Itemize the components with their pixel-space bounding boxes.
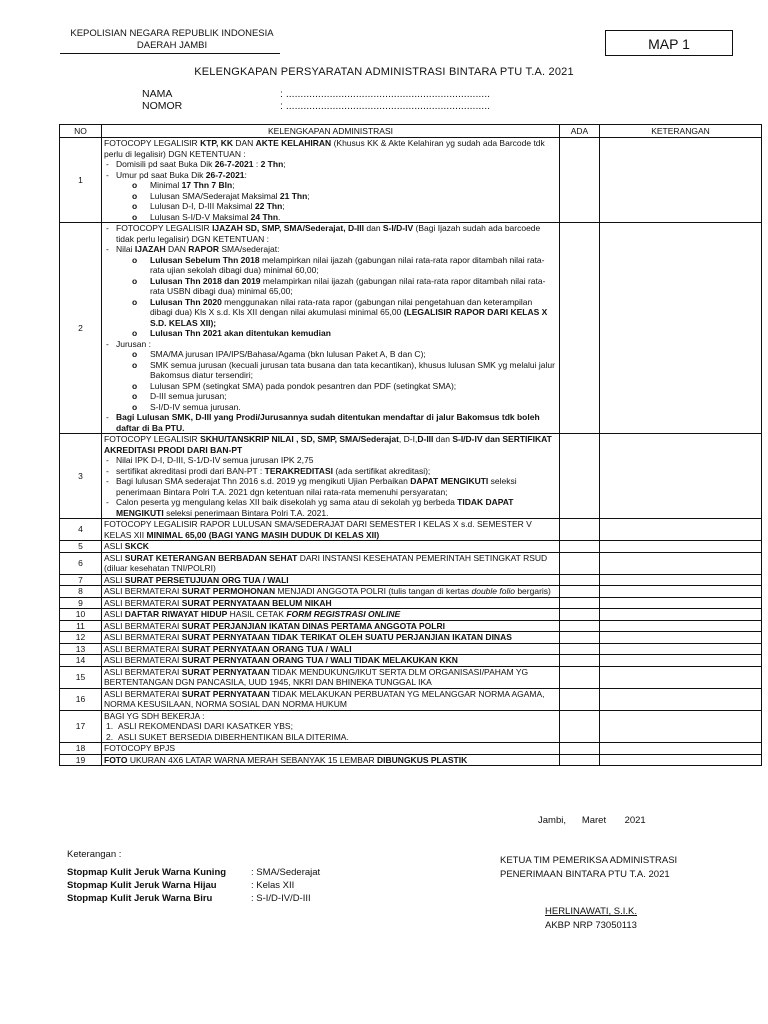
- ada-checkbox-cell[interactable]: [560, 552, 600, 574]
- requirement-content: [102, 643, 560, 655]
- keterangan-cell[interactable]: [600, 223, 762, 434]
- requirement-line: ASLI SURAT KETERANGAN BERBADAN SEHAT DARI INSTANSI KESEHATAN PEMERINTAH SETINGKAT RSUD (diluar kesehatan TNI/POLRI): [104, 552, 548, 573]
- notes-list: [67, 866, 320, 905]
- list-number: 1.: [106, 721, 114, 731]
- table-row: [60, 743, 762, 755]
- requirement-line: FOTOCOPY LEGALISIR KTP, KK DAN AKTE KELAHIRAN (Khusus KK & Akte Kelahiran yg sudah ada Barcode tdk perlu di legalisir) DGN KETENTUAN :: [104, 138, 545, 159]
- table-row: [60, 597, 762, 609]
- keterangan-cell[interactable]: [600, 574, 762, 586]
- institution-name: KEPOLISIAN NEGARA REPUBLIK INDONESIA: [70, 28, 274, 39]
- requirement-content: [102, 632, 560, 644]
- ada-checkbox-cell[interactable]: [560, 586, 600, 598]
- ada-checkbox-cell[interactable]: [560, 223, 600, 434]
- requirement-line: FOTOCOPY LEGALISIR RAPOR LULUSAN SMA/SEDERAJAT DARI SEMESTER I KELAS X s.d. SEMESTER V KELAS XII MINIMAL 65,00 (BAGI YANG MASIH DUDUK DI KELAS XII): [104, 519, 532, 540]
- ada-checkbox-cell[interactable]: [560, 710, 600, 743]
- table-row: [60, 541, 762, 553]
- field-nomor: [142, 100, 490, 112]
- keterangan-cell[interactable]: [600, 743, 762, 755]
- ada-checkbox-cell[interactable]: [560, 574, 600, 586]
- requirement-content: [102, 655, 560, 667]
- row-number: 9: [60, 597, 102, 609]
- requirement-line: - Domisili pd saat Buka Dik 26-7-2021 : 2 Thn;: [104, 159, 557, 170]
- requirement-line: - sertifikat akreditasi prodi dari BAN-PT : TERAKREDITASI (ada sertifikat akreditasi);: [104, 466, 557, 477]
- institution-header: [60, 28, 284, 52]
- ada-checkbox-cell[interactable]: [560, 632, 600, 644]
- table-row: [60, 434, 762, 519]
- requirement-line: ASLI SKCK: [104, 541, 149, 551]
- requirement-line: FOTOCOPY BPJS: [104, 743, 176, 753]
- requirement-line: ASLI BERMATERAI SURAT PERNYATAAN TIDAK TERIKAT OLEH SUATU PERJANJIAN IKATAN DINAS: [104, 632, 512, 642]
- table-row: [60, 688, 762, 710]
- requirement-line: 1. ASLI REKOMENDASI DARI KASATKER YBS;: [106, 721, 293, 731]
- table-header-row: [60, 125, 762, 138]
- row-number: 16: [60, 688, 102, 710]
- requirement-line: - Bagi Lulusan SMK, D-III yang Prodi/Jurusannya sudah ditentukan mendaftar di jalur Bakomsus tdk boleh daftar di Ba PTU.: [104, 412, 557, 433]
- table-row: [60, 632, 762, 644]
- keterangan-cell[interactable]: [600, 519, 762, 541]
- requirement-line: o Lulusan Sebelum Thn 2018 melampirkan nilai ijazah (gabungan nilai rata-rata rapor ditambah nilai rata-rata ujian sekolah dibagi dua) minimal 60,00;: [104, 255, 557, 276]
- requirement-line: 2. ASLI SUKET BERSEDIA DIBERHENTIKAN BILA DITERIMA.: [106, 731, 349, 742]
- note-label: Stopmap Kulit Jeruk Warna Hijau: [67, 880, 217, 891]
- requirement-line: o D-III semua jurusan;: [104, 391, 557, 402]
- institution-region: DAERAH JAMBI: [136, 40, 208, 51]
- row-number: 3: [60, 434, 102, 519]
- requirement-content: [102, 552, 560, 574]
- header-underline: [60, 53, 280, 54]
- place-date: Jambi, Maret 2021: [538, 815, 646, 826]
- ada-checkbox-cell[interactable]: [560, 743, 600, 755]
- keterangan-cell[interactable]: [600, 632, 762, 644]
- requirement-content: [102, 688, 560, 710]
- row-number: 10: [60, 609, 102, 621]
- keterangan-cell[interactable]: [600, 138, 762, 223]
- requirements-table: [59, 124, 762, 766]
- signer-title-1: KETUA TIM PEMERIKSA ADMINISTRASI: [500, 855, 678, 866]
- note-value: : S-I/D-IV/D-III: [251, 893, 311, 904]
- table-row: [60, 643, 762, 655]
- requirement-line: o SMK semua jurusan (kecuali jurusan tata busana dan tata kecantikan), khusus lulusan SMK yg melalui jalur Bakomsus diatur tersendiri;: [104, 360, 557, 381]
- field-nama-value: : ......................................................................: [280, 88, 491, 100]
- header-no: NO: [60, 125, 102, 138]
- table-row: [60, 519, 762, 541]
- table-row: [60, 666, 762, 688]
- keterangan-cell[interactable]: [600, 710, 762, 743]
- requirement-line: o Lulusan S-I/D-V Maksimal 24 Thn.: [104, 212, 557, 223]
- row-number: 1: [60, 138, 102, 223]
- requirement-line: o Lulusan Thn 2020 menggunakan nilai rata-rata rapor (gabungan nilai pengetahuan dan keterampilan dibagi dua) Kls X s.d. Kls XII dengan nilai akumulasi minimal 65,00 (LEGALISIR RAPOR DARI KELAS X S.D. KELAS XII);: [104, 297, 557, 329]
- requirement-line: o Lulusan D-I, D-III Maksimal 22 Thn;: [104, 201, 557, 212]
- requirement-line: FOTO UKURAN 4X6 LATAR WARNA MERAH SEBANYAK 15 LEMBAR DIBUNGKUS PLASTIK: [104, 754, 468, 765]
- requirement-content: [102, 586, 560, 598]
- signer-rank: AKBP NRP 73050113: [545, 920, 637, 931]
- requirement-content: [102, 754, 560, 766]
- signer-title-2: PENERIMAAN BINTARA PTU T.A. 2021: [500, 869, 670, 880]
- requirement-line: - Nilai IPK D-I, D-III, S-1/D-IV semua jurusan IPK 2,75: [104, 455, 557, 466]
- keterangan-cell[interactable]: [600, 754, 762, 766]
- requirement-line: o SMA/MA jurusan IPA/IPS/Bahasa/Agama (bkn lulusan Paket A, B dan C);: [104, 349, 557, 360]
- ada-checkbox-cell[interactable]: [560, 541, 600, 553]
- row-number: 14: [60, 655, 102, 667]
- keterangan-cell[interactable]: [600, 597, 762, 609]
- keterangan-cell[interactable]: [600, 620, 762, 632]
- requirement-content: [102, 743, 560, 755]
- table-row: [60, 223, 762, 434]
- requirement-content: [102, 597, 560, 609]
- row-number: 12: [60, 632, 102, 644]
- list-number: 2.: [106, 731, 114, 742]
- requirement-content: [102, 620, 560, 632]
- requirement-line: o Lulusan SPM (setingkat SMA) pada pondok pesantren dan PDF (setingkat SMA);: [104, 381, 557, 392]
- ada-checkbox-cell[interactable]: [560, 597, 600, 609]
- ada-checkbox-cell[interactable]: [560, 666, 600, 688]
- requirement-line: - Bagi lulusan SMA sederajat Thn 2016 s.d. 2019 yg mengikuti Ujian Perbaikan DAPAT MENGIKUTI seleksi penerimaan Bintara Polri T.A. 2021 dgn ketentuan nilai rata-rata memenuhi persyaratan;: [104, 476, 557, 497]
- row-number: 19: [60, 754, 102, 766]
- table-row: [60, 609, 762, 621]
- table-row: [60, 710, 762, 743]
- requirement-line: o Lulusan Thn 2018 dan 2019 melampirkan nilai ijazah (gabungan nilai rata-rata rapor ditambah nilai rata-rata USBN dibagi dua) minimal 65,00;: [104, 276, 557, 297]
- ada-checkbox-cell[interactable]: [560, 655, 600, 667]
- ada-checkbox-cell[interactable]: [560, 754, 600, 766]
- requirement-content: [102, 609, 560, 621]
- signer-name: HERLINAWATI, S.I.K.: [545, 906, 638, 917]
- requirement-line: ASLI BERMATERAI SURAT PERNYATAAN TIDAK MELAKUKAN PERBUATAN YG MELANGGAR NORMA AGAMA, NORMA KESUSILAAN, NORMA SOSIAL DAN NORMA HUKUM: [104, 688, 545, 709]
- requirement-line: ASLI SURAT PERSETUJUAN ORG TUA / WALI: [104, 574, 289, 585]
- row-number: 15: [60, 666, 102, 688]
- field-nomor-label: NOMOR: [142, 100, 183, 112]
- row-number: 11: [60, 620, 102, 632]
- ada-checkbox-cell[interactable]: [560, 434, 600, 519]
- keterangan-cell[interactable]: [600, 434, 762, 519]
- requirement-content: [102, 223, 560, 434]
- row-number: 17: [60, 710, 102, 743]
- requirement-line: ASLI BERMATERAI SURAT PERNYATAAN ORANG TUA / WALI TIDAK MELAKUKAN KKN: [104, 655, 458, 665]
- keterangan-cell[interactable]: [600, 655, 762, 667]
- note-label: Stopmap Kulit Jeruk Warna Kuning: [67, 867, 227, 878]
- row-number: 6: [60, 552, 102, 574]
- note-value: : Kelas XII: [251, 880, 295, 891]
- row-number: 8: [60, 586, 102, 598]
- requirement-content: [102, 541, 560, 553]
- requirement-content: [102, 519, 560, 541]
- keterangan-cell[interactable]: [600, 541, 762, 553]
- requirement-line: ASLI BERMATERAI SURAT PERNYATAAN BELUM NIKAH: [104, 597, 332, 608]
- requirement-line: - Nilai IJAZAH DAN RAPOR SMA/sederajat:: [104, 244, 557, 255]
- requirement-line: o Lulusan Thn 2021 akan ditentukan kemudian: [104, 328, 557, 339]
- requirement-content: [102, 138, 560, 223]
- requirement-line: - Calon peserta yg mengulang kelas XII baik disekolah yg sama atau di sekolah yg berbeda TIDAK DAPAT MENGIKUTI seleksi penerimaan Bintara Polri T.A. 2021.: [104, 497, 557, 518]
- requirement-line: o Lulusan SMA/Sederajat Maksimal 21 Thn;: [104, 191, 557, 202]
- field-nama: [142, 88, 490, 100]
- requirement-line: ASLI DAFTAR RIWAYAT HIDUP HASIL CETAK FORM REGISTRASI ONLINE: [104, 609, 401, 619]
- table-row: [60, 620, 762, 632]
- requirement-line: - FOTOCOPY LEGALISIR IJAZAH SD, SMP, SMA/Sederajat, D-III dan S-I/D-IV (Bagi Ijazah sudah ada barcoede tidak perlu legalisir) DGN KETENTUAN :: [104, 223, 557, 244]
- header-kelengkapan: KELENGKAPAN ADMINISTRASI: [102, 125, 560, 138]
- table-row: [60, 586, 762, 598]
- requirement-line: o S-I/D-IV semua jurusan.: [104, 402, 557, 413]
- requirement-line: BAGI YG SDH BEKERJA :: [104, 710, 205, 721]
- row-number: 2: [60, 223, 102, 434]
- ada-checkbox-cell[interactable]: [560, 519, 600, 541]
- note-item: [67, 892, 320, 905]
- requirement-content: [102, 574, 560, 586]
- requirement-line: ASLI BERMATERAI SURAT PERMOHONAN MENJADI ANGGOTA POLRI (tulis tangan di kertas double folio bergaris): [104, 586, 551, 596]
- table-row: [60, 138, 762, 223]
- table-row: [60, 655, 762, 667]
- ada-checkbox-cell[interactable]: [560, 620, 600, 632]
- field-nomor-value: : ......................................................................: [280, 100, 491, 112]
- ada-checkbox-cell[interactable]: [560, 609, 600, 621]
- keterangan-cell[interactable]: [600, 643, 762, 655]
- ada-checkbox-cell[interactable]: [560, 643, 600, 655]
- table-row: [60, 574, 762, 586]
- note-label: Stopmap Kulit Jeruk Warna Biru: [67, 893, 213, 904]
- requirement-line: - Jurusan :: [104, 339, 557, 350]
- requirement-line: FOTOCOPY LEGALISIR SKHU/TANSKRIP NILAI , SD, SMP, SMA/Sederajat, D-I,D-III dan S-I/D-IV dan SERTIFIKAT AKREDITASI PRODI DARI BAN-PT: [104, 434, 552, 455]
- map-label-box: MAP 1: [605, 30, 733, 56]
- requirement-line: - Umur pd saat Buka Dik 26-7-2021:: [104, 170, 557, 181]
- requirement-content: [102, 710, 560, 743]
- keterangan-cell[interactable]: [600, 666, 762, 688]
- requirement-line: ASLI BERMATERAI SURAT PERNYATAAN ORANG TUA / WALI: [104, 643, 352, 654]
- table-row: [60, 552, 762, 574]
- row-number: 13: [60, 643, 102, 655]
- note-item: [67, 879, 320, 892]
- keterangan-label: Keterangan :: [67, 849, 122, 860]
- ada-checkbox-cell[interactable]: [560, 688, 600, 710]
- requirement-content: [102, 434, 560, 519]
- requirement-line: o Minimal 17 Thn 7 Bln;: [104, 180, 557, 191]
- requirement-line: ASLI BERMATERAI SURAT PERNYATAAN TIDAK MENDUKUNG/IKUT SERTA DLM ORGANISASI/PAHAM YG BERTENTANGAN DGN PANCASILA, UUD 1945, NKRI DAN BHINEKA TUNGGAL IKA: [104, 666, 529, 687]
- header-keterangan: KETERANGAN: [600, 125, 762, 138]
- ada-checkbox-cell[interactable]: [560, 138, 600, 223]
- keterangan-cell[interactable]: [600, 688, 762, 710]
- requirement-line: ASLI BERMATERAI SURAT PERJANJIAN IKATAN DINAS PERTAMA ANGGOTA POLRI: [104, 620, 445, 631]
- note-item: [67, 866, 320, 879]
- header-ada: ADA: [560, 125, 600, 138]
- keterangan-cell[interactable]: [600, 552, 762, 574]
- table-row: [60, 754, 762, 766]
- keterangan-cell[interactable]: [600, 586, 762, 598]
- field-nama-label: NAMA: [142, 88, 173, 100]
- keterangan-cell[interactable]: [600, 609, 762, 621]
- row-number: 18: [60, 743, 102, 755]
- document-title: KELENGKAPAN PERSYARATAN ADMINISTRASI BINTARA PTU T.A. 2021: [194, 66, 574, 78]
- row-number: 5: [60, 541, 102, 553]
- row-number: 7: [60, 574, 102, 586]
- note-value: : SMA/Sederajat: [251, 867, 321, 878]
- row-number: 4: [60, 519, 102, 541]
- requirement-content: [102, 666, 560, 688]
